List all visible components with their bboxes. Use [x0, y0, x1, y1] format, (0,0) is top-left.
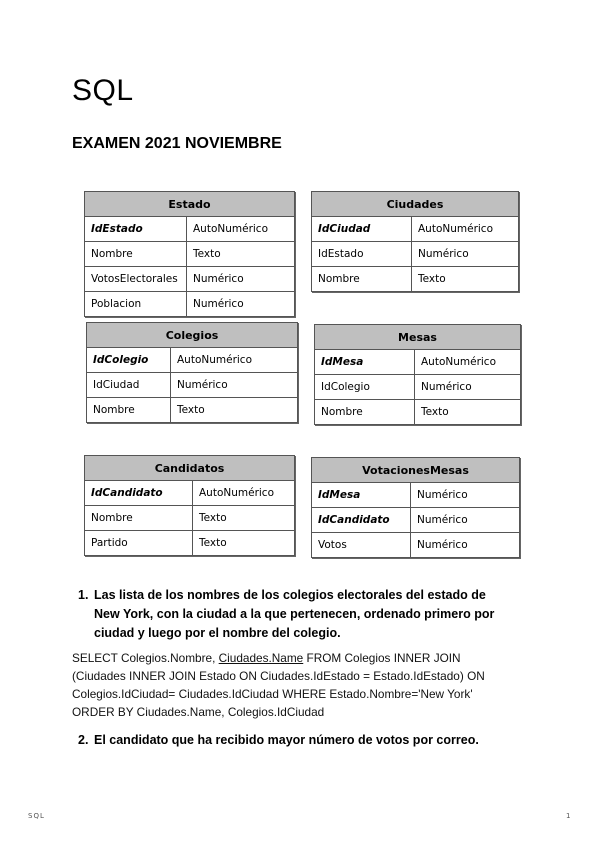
- ciudades-table: [311, 191, 519, 292]
- field-type: Texto: [193, 531, 295, 556]
- question-number: 2.: [78, 733, 89, 747]
- field-name: Nombre: [87, 398, 171, 423]
- estado-table: [84, 191, 295, 317]
- field-name: Nombre: [312, 267, 412, 292]
- table-row: [87, 348, 298, 373]
- table-header: Candidatos: [85, 456, 295, 481]
- primary-key-field: IdMesa: [315, 350, 415, 375]
- primary-key-field: IdEstado: [85, 217, 187, 242]
- mesas-table: [314, 324, 521, 425]
- field-type: AutoNumérico: [171, 348, 298, 373]
- candidatos-table: [84, 455, 295, 556]
- field-type: Texto: [415, 400, 521, 425]
- field-type: Numérico: [411, 533, 520, 558]
- field-type: Texto: [193, 506, 295, 531]
- field-name: Votos: [312, 533, 411, 558]
- table-row: [312, 242, 519, 267]
- field-type: Numérico: [171, 373, 298, 398]
- table-row: [87, 373, 298, 398]
- field-type: Numérico: [412, 242, 519, 267]
- field-type: Numérico: [411, 483, 520, 508]
- page-number: 1: [566, 812, 572, 820]
- table-row: [85, 481, 295, 506]
- field-type: Numérico: [415, 375, 521, 400]
- table-row: [85, 531, 295, 556]
- field-type: AutoNumérico: [415, 350, 521, 375]
- footer-label: SQL: [28, 812, 45, 820]
- primary-key-field: IdCiudad: [312, 217, 412, 242]
- page-title: SQL: [72, 74, 134, 107]
- table-row: [85, 242, 295, 267]
- field-name: Nombre: [85, 506, 193, 531]
- table-row: [315, 375, 521, 400]
- field-name: IdCiudad: [87, 373, 171, 398]
- field-name: Nombre: [315, 400, 415, 425]
- field-name: Poblacion: [85, 292, 187, 317]
- table-row: [85, 267, 295, 292]
- field-name: IdEstado: [312, 242, 412, 267]
- question-text: El candidato que ha recibido mayor número de votos por correo.: [94, 733, 479, 747]
- field-name: IdColegio: [315, 375, 415, 400]
- table-row: [85, 292, 295, 317]
- field-name: VotosElectorales: [85, 267, 187, 292]
- sql-answer-part: FROM Colegios INNER JOIN (Ciudades INNER JOIN Estado ON Ciudades.IdEstado = Estado.IdEstado) ON Colegios.IdCiudad= Ciudades.IdCiudad WHERE Estado.Nombre='New York' ORDER BY Ciudades.Name, Colegios.IdCiudad: [72, 651, 485, 719]
- field-type: Numérico: [187, 292, 295, 317]
- table-row: [312, 217, 519, 242]
- table-header: Ciudades: [312, 192, 519, 217]
- field-name: Nombre: [85, 242, 187, 267]
- table-row: [315, 400, 521, 425]
- table-header: Estado: [85, 192, 295, 217]
- exam-subtitle: EXAMEN 2021 NOVIEMBRE: [72, 135, 282, 152]
- table-row: [85, 506, 295, 531]
- field-name: Partido: [85, 531, 193, 556]
- table-row: [312, 267, 519, 292]
- primary-key-field: IdColegio: [87, 348, 171, 373]
- field-type: Numérico: [187, 267, 295, 292]
- table-row: [312, 483, 520, 508]
- table-row: [87, 398, 298, 423]
- table-header: Mesas: [315, 325, 521, 350]
- sql-answer-underlined: Ciudades.Name: [218, 651, 304, 665]
- field-type: AutoNumérico: [187, 217, 295, 242]
- sql-answer-1: [72, 649, 512, 721]
- field-type: Texto: [412, 267, 519, 292]
- table-row: [85, 217, 295, 242]
- question-text: Las lista de los nombres de los colegios electorales del estado de New York, con la ciudad a la que pertenecen, ordenado primero por ciudad y luego por el nombre del colegio.: [94, 588, 495, 640]
- field-type: Texto: [187, 242, 295, 267]
- primary-key-field: IdCandidato: [85, 481, 193, 506]
- field-type: Texto: [171, 398, 298, 423]
- field-type: Numérico: [411, 508, 520, 533]
- table-row: [312, 508, 520, 533]
- colegios-table: [86, 322, 298, 423]
- question-number: 1.: [78, 588, 89, 602]
- field-type: AutoNumérico: [193, 481, 295, 506]
- field-type: AutoNumérico: [412, 217, 519, 242]
- votaciones-mesas-table: [311, 457, 520, 558]
- table-header: VotacionesMesas: [312, 458, 520, 483]
- table-row: [312, 533, 520, 558]
- sql-answer-part: SELECT Colegios.Nombre,: [72, 651, 219, 665]
- foreign-key-field: IdCandidato: [312, 508, 411, 533]
- foreign-key-field: IdMesa: [312, 483, 411, 508]
- table-row: [315, 350, 521, 375]
- table-header: Colegios: [87, 323, 298, 348]
